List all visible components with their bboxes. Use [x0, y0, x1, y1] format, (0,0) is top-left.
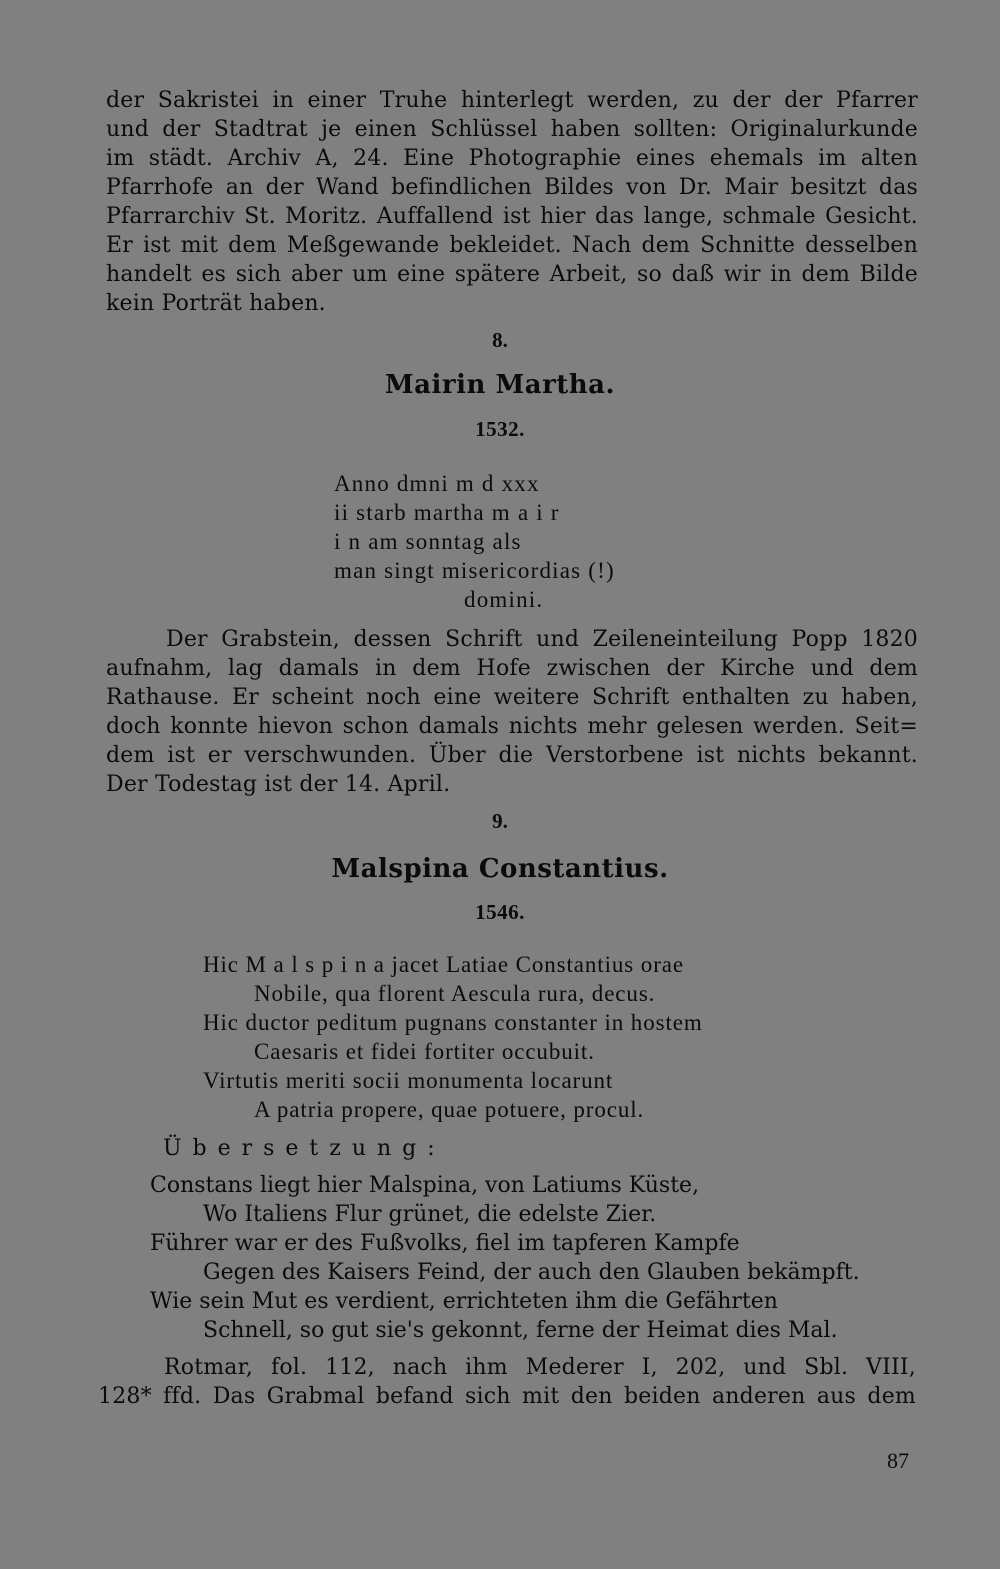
text-line: Pfarrhofe an der Wand befindlichen Bildes von Dr. Mair besitzt das	[106, 175, 918, 200]
translation-verse: Constans liegt hier Malspina, von Latiums Küste,	[150, 1173, 700, 1198]
text-line: Pfarrarchiv St. Moritz. Auffallend ist hier das lange, schmale Gesicht.	[106, 204, 918, 229]
text-line: 128* ffd. Das Grabmal befand sich mit den beiden anderen aus dem	[98, 1384, 916, 1409]
text-line: aufnahm, lag damals in dem Hofe zwischen der Kirche und dem	[106, 656, 918, 681]
inscription-line: ii starb martha m a i r	[334, 500, 560, 525]
translation-verse: Wie sein Mut es verdient, errichteten ihm die Gefährten	[150, 1289, 778, 1314]
latin-verse: Hic M a l s p i n a jacet Latiae Constantius orae	[203, 952, 684, 977]
text-line: im städt. Archiv A, 24. Eine Photographie eines ehemals im alten	[106, 146, 918, 171]
inscription-line: man singt misericordias (!)	[334, 558, 615, 583]
translation-verse: Gegen des Kaisers Feind, der auch den Glauben bekämpft.	[203, 1260, 860, 1285]
section-number: 8.	[492, 328, 508, 352]
translation-heading: Ü b e r s e t z u n g :	[163, 1136, 437, 1161]
text-line: Rotmar, fol. 112, nach ihm Mederer I, 202, und Sbl. VIII,	[164, 1355, 916, 1380]
text-line: kein Porträt haben.	[106, 291, 326, 316]
latin-verse: A patria propere, quae potuere, procul.	[254, 1097, 645, 1122]
intro-paragraph	[106, 86, 918, 318]
text-line: Der Todestag ist der 14. April.	[106, 772, 451, 797]
text-line: doch konnte hievon schon damals nichts mehr gelesen werden. Seit=	[106, 714, 918, 739]
commentary-paragraph	[106, 625, 918, 799]
translation-verse: Wo Italiens Flur grünet, die edelste Zier.	[203, 1202, 657, 1227]
text-line: und der Stadtrat je einen Schlüssel haben sollten: Originalurkunde	[106, 117, 918, 142]
section-title: Malspina Constantius.	[331, 854, 669, 884]
translation-verse: Führer war er des Fußvolks, fiel im tapferen Kampfe	[150, 1231, 740, 1256]
text-line: Der Grabstein, dessen Schrift und Zeileneinteilung Popp 1820	[166, 627, 918, 652]
inscription-line: Anno dmni m d xxx	[334, 471, 540, 496]
latin-verse: Caesaris et fidei fortiter occubuit.	[254, 1039, 595, 1064]
text-line: Er ist mit dem Meßgewande bekleidet. Nach dem Schnitte desselben	[106, 233, 918, 258]
latin-verse: Nobile, qua florent Aescula rura, decus.	[254, 981, 656, 1006]
inscription-line: i n am sonntag als	[334, 529, 522, 554]
translation-verse: Schnell, so gut sie's gekonnt, ferne der Heimat dies Mal.	[203, 1318, 838, 1343]
latin-verse: Hic ductor peditum pugnans constanter in hostem	[203, 1010, 703, 1035]
section-year: 1546.	[475, 900, 525, 924]
section-number: 9.	[492, 809, 508, 833]
section-year: 1532.	[475, 417, 525, 441]
text-line: dem ist er verschwunden. Über die Verstorbene ist nichts bekannt.	[106, 743, 918, 768]
page-number: 87	[887, 1448, 909, 1473]
source-paragraph	[98, 1353, 916, 1411]
inscription-line: domini.	[464, 587, 544, 612]
text-line: Rathause. Er scheint noch eine weitere Schrift enthalten zu haben,	[106, 685, 918, 710]
text-line: handelt es sich aber um eine spätere Arbeit, so daß wir in dem Bilde	[106, 262, 918, 287]
section-title: Mairin Martha.	[384, 370, 616, 400]
latin-verse: Virtutis meriti socii monumenta locarunt	[203, 1068, 614, 1093]
text-line: der Sakristei in einer Truhe hinterlegt werden, zu der der Pfarrer	[106, 88, 918, 113]
